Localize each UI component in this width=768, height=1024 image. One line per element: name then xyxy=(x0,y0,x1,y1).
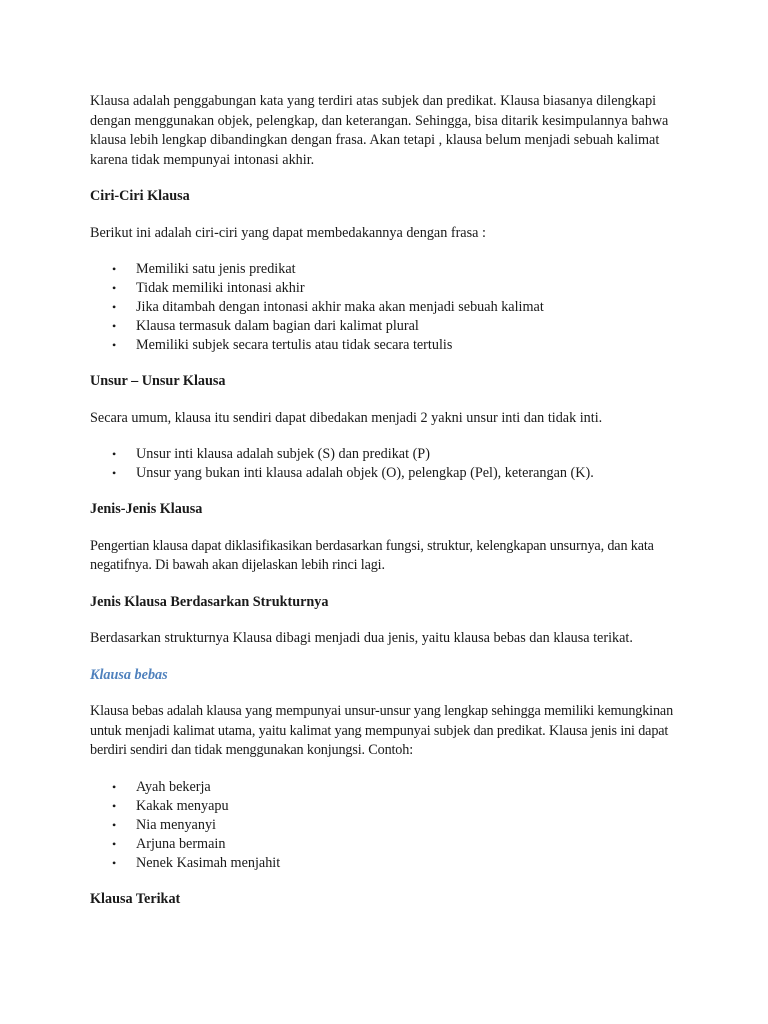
bullet-icon: • xyxy=(112,798,117,813)
heading-jenis-struktur: Jenis Klausa Berdasarkan Strukturnya xyxy=(90,593,329,610)
document-page xyxy=(90,92,690,926)
bullet-icon: • xyxy=(112,779,117,794)
list-item: • Nia menyanyi xyxy=(112,816,216,833)
intro-paragraph: Klausa adalah penggabungan kata yang terdiri atas subjek dan predikat. Klausa biasanya dilengkapi dengan menggunakan objek, pelengkap, dan keterangan. Sehingga, bisa ditarik kesimpulannya bahwa klausa lebih lengkap dibandingkan dengan frasa. Akan tetapi , klausa belum menjadi sebuah kalimat karena tidak mempunyai intonasi akhir. xyxy=(90,93,669,168)
heading-klausa-terikat: Klausa Terikat xyxy=(90,890,181,907)
bebas-lead-paragraph: Klausa bebas adalah klausa yang mempunyai unsur-unsur yang lengkap sehingga memiliki kemungkinan untuk menjadi kalimat utama, yaitu kalimat yang mempunyai subjek dan predikat. Klausa jenis ini dapat berdiri sendiri dan tidak menggunakan konjungsi. Contoh: xyxy=(90,703,674,758)
list-item: • Jika ditambah dengan intonasi akhir maka akan menjadi sebuah kalimat xyxy=(112,299,544,315)
list-item: • Memiliki subjek secara tertulis atau tidak secara tertulis xyxy=(112,337,453,353)
bullet-icon: • xyxy=(112,300,117,314)
bullet-icon: • xyxy=(112,281,117,295)
bullet-icon: • xyxy=(112,338,117,352)
list-item: • Memiliki satu jenis predikat xyxy=(112,261,296,277)
heading-unsur-klausa: Unsur – Unsur Klausa xyxy=(90,373,226,389)
bullet-icon: • xyxy=(112,817,117,832)
unsur-lead-paragraph: Secara umum, klausa itu sendiri dapat dibedakan menjadi 2 yakni unsur inti dan tidak inti. xyxy=(90,409,603,426)
bullet-icon: • xyxy=(112,836,117,851)
bullet-icon: • xyxy=(112,262,117,276)
bullet-icon: • xyxy=(112,855,117,870)
bullet-icon: • xyxy=(112,466,117,480)
list-item: • Unsur yang bukan inti klausa adalah objek (O), pelengkap (Pel), keterangan (K). xyxy=(112,465,594,481)
bullet-icon: • xyxy=(112,447,117,461)
jenis-lead-paragraph: Pengertian klausa dapat diklasifikasikan berdasarkan fungsi, struktur, kelengkapan unsurnya, dan kata negatifnya. Di bawah akan dijelaskan lebih rinci lagi. xyxy=(90,537,654,573)
ciri-list xyxy=(90,260,690,355)
list-item: • Unsur inti klausa adalah subjek (S) dan predikat (P) xyxy=(112,446,430,462)
bebas-example-list xyxy=(90,778,690,873)
list-item: • Arjuna bermain xyxy=(112,835,226,852)
list-item: • Kakak menyapu xyxy=(112,797,229,814)
ciri-lead-paragraph: Berikut ini adalah ciri-ciri yang dapat membedakannya dengan frasa : xyxy=(90,224,486,241)
list-item: • Tidak memiliki intonasi akhir xyxy=(112,280,305,296)
heading-ciri-klausa: Ciri-Ciri Klausa xyxy=(90,188,190,204)
bullet-icon: • xyxy=(112,319,117,333)
list-item: • Ayah bekerja xyxy=(112,778,211,795)
list-item: • Klausa termasuk dalam bagian dari kalimat plural xyxy=(112,318,419,334)
heading-jenis-klausa: Jenis-Jenis Klausa xyxy=(90,501,203,517)
heading-klausa-bebas: Klausa bebas xyxy=(90,666,168,683)
unsur-list xyxy=(90,445,690,483)
struktur-lead-paragraph: Berdasarkan strukturnya Klausa dibagi menjadi dua jenis, yaitu klausa bebas dan klausa terikat. xyxy=(90,630,633,646)
list-item: • Nenek Kasimah menjahit xyxy=(112,854,281,871)
